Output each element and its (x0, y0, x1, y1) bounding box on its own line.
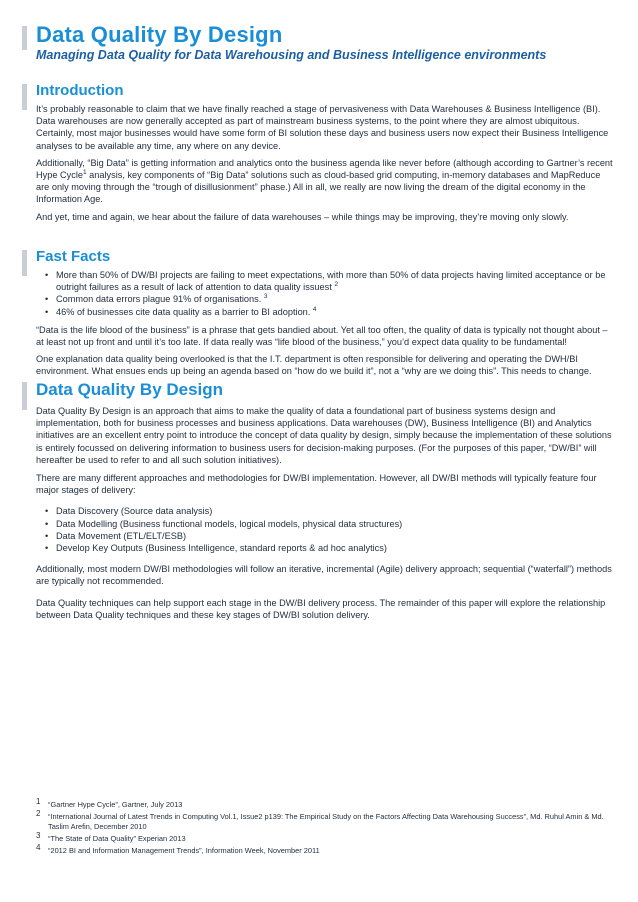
dqd-paragraph-4: Data Quality techniques can help support each stage in the DW/BI delivery process. The remainder of this paper will explore the relationship between Data Quality techniques and these key stages of DW/BI solution delivery. (36, 597, 606, 620)
footnote-ref-1: 1 (82, 169, 87, 177)
dqd-heading: Data Quality By Design (36, 380, 224, 399)
footnote-number: 2 (36, 809, 41, 818)
bullet-glyph: • (45, 518, 49, 529)
bullet-glyph: • (45, 270, 49, 280)
bullet-glyph: • (45, 530, 49, 541)
footnote-ref-3: 3 (263, 293, 268, 301)
footnote-text: “The State of Data Quality” Experian 2013 (48, 834, 186, 843)
intro-body (36, 103, 616, 223)
facts-bullet (36, 293, 616, 305)
page-subtitle: Managing Data Quality for Data Warehousing and Business Intelligence environments (36, 48, 547, 62)
intro-paragraph-1: It’s probably reasonable to claim that we have finally reached a stage of pervasiveness with Data Warehouses & Business Intelligence (BI). Data warehouses are now generally accepted as part of mainstream business systems, to the point where they are almost ubiquitous. Certainly, most major businesses would have some form of BI solution these days and business users now expect their Business Intelligence analyses to be available any time, any where on any device. (36, 104, 609, 151)
dqd-bullet-text: Data Movement (ETL/ELT/ESB) (56, 530, 187, 541)
dqd-bullet-text: Develop Key Outputs (Business Intelligence, standard reports & ad hoc analytics) (56, 543, 387, 554)
dqd-bullet-list (36, 505, 616, 554)
footnote (36, 831, 626, 844)
facts-bullet-text: Common data errors plague 91% of organisations. (56, 294, 264, 305)
footnote-text: “International Journal of Latest Trends in Computing Vol.1, Issue2 p139: The Empirical Study on the Factors Affecting Data Warehousing Success”, Md. Ruhul Amin & Md. Taslim Arefin, December 2010 (48, 812, 604, 831)
footnote-number: 4 (36, 843, 41, 852)
footnote-number: 3 (36, 831, 41, 840)
footnote (36, 809, 626, 832)
intro-heading: Introduction (36, 82, 124, 99)
facts-paragraph-2: One explanation data quality being overlooked is that the I.T. department is often responsible for delivering and operating the DWH/BI environment. What ensues ends up being an agenda based on “how do we build it”, not a “why are we doing this”. This needs to change. (36, 354, 592, 377)
facts-side-bar (22, 250, 27, 276)
facts-bullet-list (36, 269, 616, 318)
facts-bullet (36, 269, 616, 293)
dqd-body (36, 405, 616, 621)
footnote-text: “2012 BI and Information Management Trends”, Information Week, November 2011 (48, 846, 320, 855)
bullet-glyph: • (45, 506, 49, 517)
dqd-bullet (36, 542, 616, 554)
footnote-ref-4: 4 (312, 305, 317, 313)
bullet-glyph: • (45, 306, 49, 317)
dqd-bullet-text: Data Modelling (Business functional models, logical models, physical data structures) (56, 518, 403, 529)
facts-bullet-text: More than 50% of DW/BI projects are failing to meet expectations, with more than 50% of data projects having limited acceptance or be outright failures as a result of lack of attention to data quality issuest (56, 270, 606, 293)
dqd-paragraph-2: There are many different approaches and methodologies for DW/BI implementation. However, all DW/BI methods will typically feature four major stages of delivery: (36, 473, 597, 496)
intro-paragraph-3: And yet, time and again, we hear about the failure of data warehouses – while things may be improving, they’re moving only slowly. (36, 211, 569, 222)
title-side-bar (22, 26, 27, 50)
facts-body (36, 269, 616, 378)
facts-bullet (36, 306, 616, 318)
dqd-paragraph-1: Data Quality By Design is an approach that aims to make the quality of data a foundational part of business systems design and implementation, both for business processes and business applications. Data warehouses (DW), Business Intelligence (BI) and Analytics initiatives are an excellent entry point to introduce the concept of data quality by design, simply because the implementation of these solutions is entirely focussed on delivering information to business users for decision-making purposes. (For the purposes of this paper, “DW/BI” will hereafter be used to refer to and all such solution initiatives). (36, 406, 612, 465)
footnote (36, 797, 626, 810)
footnote-text: “Gartner Hype Cycle”, Gartner, July 2013 (48, 800, 183, 809)
dqd-paragraph-3: Additionally, most modern DW/BI methodologies will follow an iterative, incremental (Agile) delivery approach; sequential (“waterfall”) methods are typically not recommended. (36, 564, 612, 587)
intro-paragraph-2 (36, 157, 616, 206)
dqd-bullet (36, 518, 616, 530)
intro-paragraph-2-text-b: analysis, key components of “Big Data” solutions such as cloud-based grid computing, in-memory databases and MapReduce are only moving through the “trough of disillusionment” phase.) All in all, we really are now living the dream of the digital economy in the Information Age. (36, 170, 601, 205)
bullet-glyph: • (45, 294, 49, 305)
page-title: Data Quality By Design (36, 22, 283, 47)
footnote (36, 843, 626, 856)
footnote-ref-2: 2 (334, 281, 338, 289)
bullet-glyph: • (45, 543, 49, 554)
facts-paragraph-1: “Data is the life blood of the business” is a phrase that gets bandied about. Yet all too often, the quality of data is typically not thought about – at least not up front and until it’s too late. If data really was “life blood of the business,” you’d expect data quality to be fundamental! (36, 324, 608, 348)
facts-heading: Fast Facts (36, 248, 111, 265)
intro-paragraph-2-text-a: Additionally, “Big Data” is getting information and analytics onto the business agenda like never before (although according to Gartner’s recent Hype Cycle (36, 157, 613, 181)
dqd-bullet (36, 530, 616, 542)
dqd-bullet (36, 505, 616, 517)
footnote-number: 1 (36, 797, 41, 806)
dqd-side-bar (22, 382, 27, 410)
facts-bullet-text: 46% of businesses cite data quality as a barrier to BI adoption. (56, 306, 313, 317)
dqd-bullet-text: Data Discovery (Source data analysis) (56, 506, 213, 517)
intro-side-bar (22, 84, 27, 110)
